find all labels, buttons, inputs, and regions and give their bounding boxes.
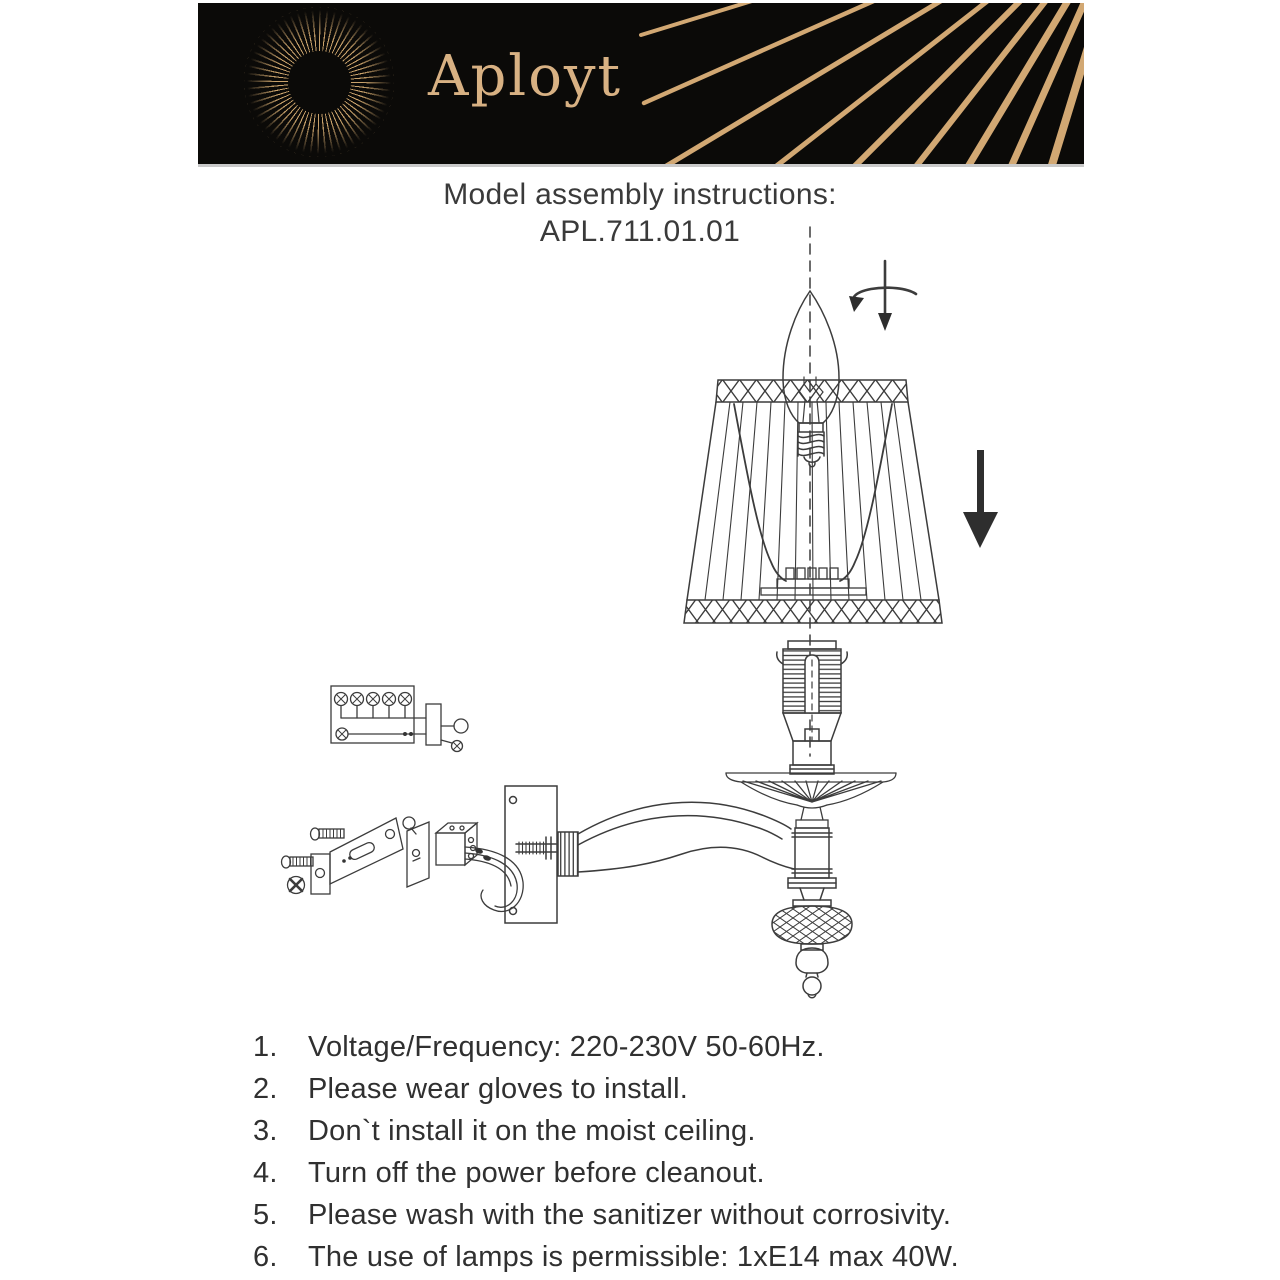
lampshade [684, 380, 942, 623]
terminal-connector [436, 823, 523, 911]
mounting-screws [282, 828, 345, 894]
instruction-item [253, 1110, 959, 1152]
instruction-item [253, 1152, 959, 1194]
crystal-finial [772, 906, 852, 998]
brand-wordmark: Aployt [428, 44, 623, 109]
wiring-diagram [331, 686, 468, 752]
assembly-diagram [250, 210, 1040, 1020]
bobeche [726, 773, 896, 828]
candle-bulb [783, 291, 839, 467]
ray-fan-icon [198, 3, 1084, 164]
candle-sleeve-socket [777, 641, 848, 774]
item-number: 6. [253, 1240, 278, 1273]
instructions-list [253, 1026, 959, 1278]
square-washer-plate [403, 817, 429, 887]
lamp-column [788, 828, 836, 906]
down-arrow-icon [963, 450, 998, 548]
instruction-item [253, 1194, 959, 1236]
item-number: 4. [253, 1156, 278, 1189]
rotation-arrow-icon [849, 261, 916, 331]
page-title: Model assembly instructions: [443, 178, 837, 211]
item-number: 5. [253, 1198, 278, 1231]
item-number: 2. [253, 1072, 278, 1105]
instruction-item [253, 1068, 959, 1110]
item-number: 3. [253, 1114, 278, 1147]
instruction-item [253, 1026, 959, 1068]
model-number: APL.711.01.01 [539, 215, 741, 248]
item-text: Please wear gloves to install. [308, 1072, 688, 1105]
brand-banner [198, 3, 1084, 167]
instruction-item [253, 1236, 959, 1278]
wall-plate [505, 786, 578, 923]
item-text: Voltage/Frequency: 220-230V 50-60Hz. [308, 1030, 825, 1063]
lamp-arm [578, 802, 794, 872]
item-text: Turn off the power before cleanout. [308, 1156, 765, 1189]
item-text: Don`t install it on the moist ceiling. [308, 1114, 756, 1147]
item-number: 1. [253, 1030, 278, 1063]
item-text: Please wash with the sanitizer without corrosivity. [308, 1198, 952, 1231]
item-text: The use of lamps is permissible: 1xE14 max 40W. [308, 1240, 959, 1273]
